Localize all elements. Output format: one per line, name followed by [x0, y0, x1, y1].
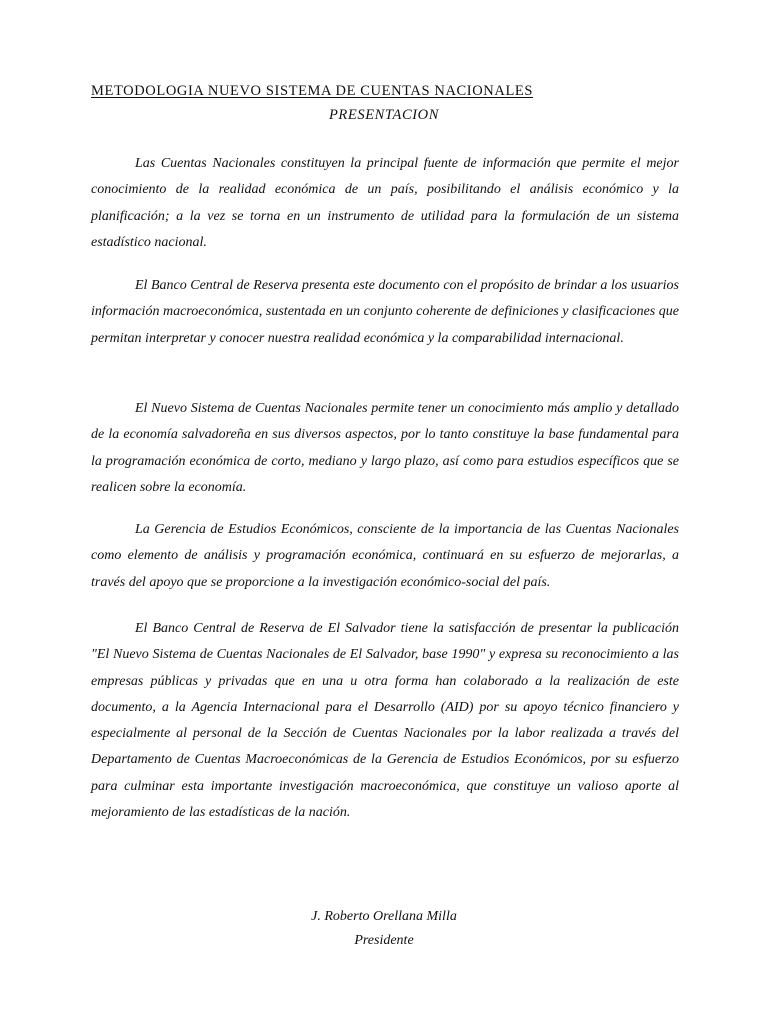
- signature-name: J. Roberto Orellana Milla: [311, 909, 457, 924]
- signature-title: Presidente: [354, 933, 414, 948]
- paragraph-5: El Banco Central de Reserva de El Salvador tiene la satisfacción de presentar la publicación "El Nuevo Sistema de Cuentas Nacionales de El Salvador, base 1990" y expresa su reconocimiento a las empresas públicas y privadas que en una u otra forma han colaborado a la realización de este documento, a la Agencia Internacional para el Desarrollo (AID) por su apoyo técnico financiero y especialmente al personal de la Sección de Cuentas Nacionales por la labor realizada a través del Departamento de Cuentas Macroeconómicas de la Gerencia de Estudios Económicos, por su esfuerzo para culminar esta importante investigación macroeconómica, que constituye un valioso aporte al mejoramiento de las estadísticas de la nación.: [91, 621, 679, 821]
- document-heading: METODOLOGIA NUEVO SISTEMA DE CUENTAS NACIONALES: [91, 83, 534, 99]
- paragraph-3: El Nuevo Sistema de Cuentas Nacionales permite tener un conocimiento más amplio y detallado de la economía salvadoreña en sus diversos aspectos, por lo tanto constituye la base fundamental para la programación económica de corto, mediano y largo plazo, así como para estudios específicos que se realicen sobre la economía.: [91, 401, 679, 495]
- subheading-text: PRESENTACION: [328, 107, 440, 123]
- paragraph-2: El Banco Central de Reserva presenta este documento con el propósito de brindar a los usuarios información macroeconómica, sustentada en un conjunto coherente de definiciones y clasificaciones que permitan interpretar y conocer nuestra realidad económica y la comparabilidad internacional.: [91, 278, 679, 346]
- paragraph-1: Las Cuentas Nacionales constituyen la principal fuente de información que permite el mejor conocimiento de la realidad económica de un país, posibilitando el análisis económico y la planificación; a la vez se torna en un instrumento de utilidad para la formulación de un sistema estadístico nacional.: [91, 156, 679, 250]
- paragraph-4: La Gerencia de Estudios Económicos, consciente de la importancia de las Cuentas Nacionales como elemento de análisis y programación económica, continuará en su esfuerzo de mejorarlas, a través del apoyo que se proporcione a la investigación económico-social del país.: [91, 522, 679, 590]
- document-subheading: [0, 107, 768, 124]
